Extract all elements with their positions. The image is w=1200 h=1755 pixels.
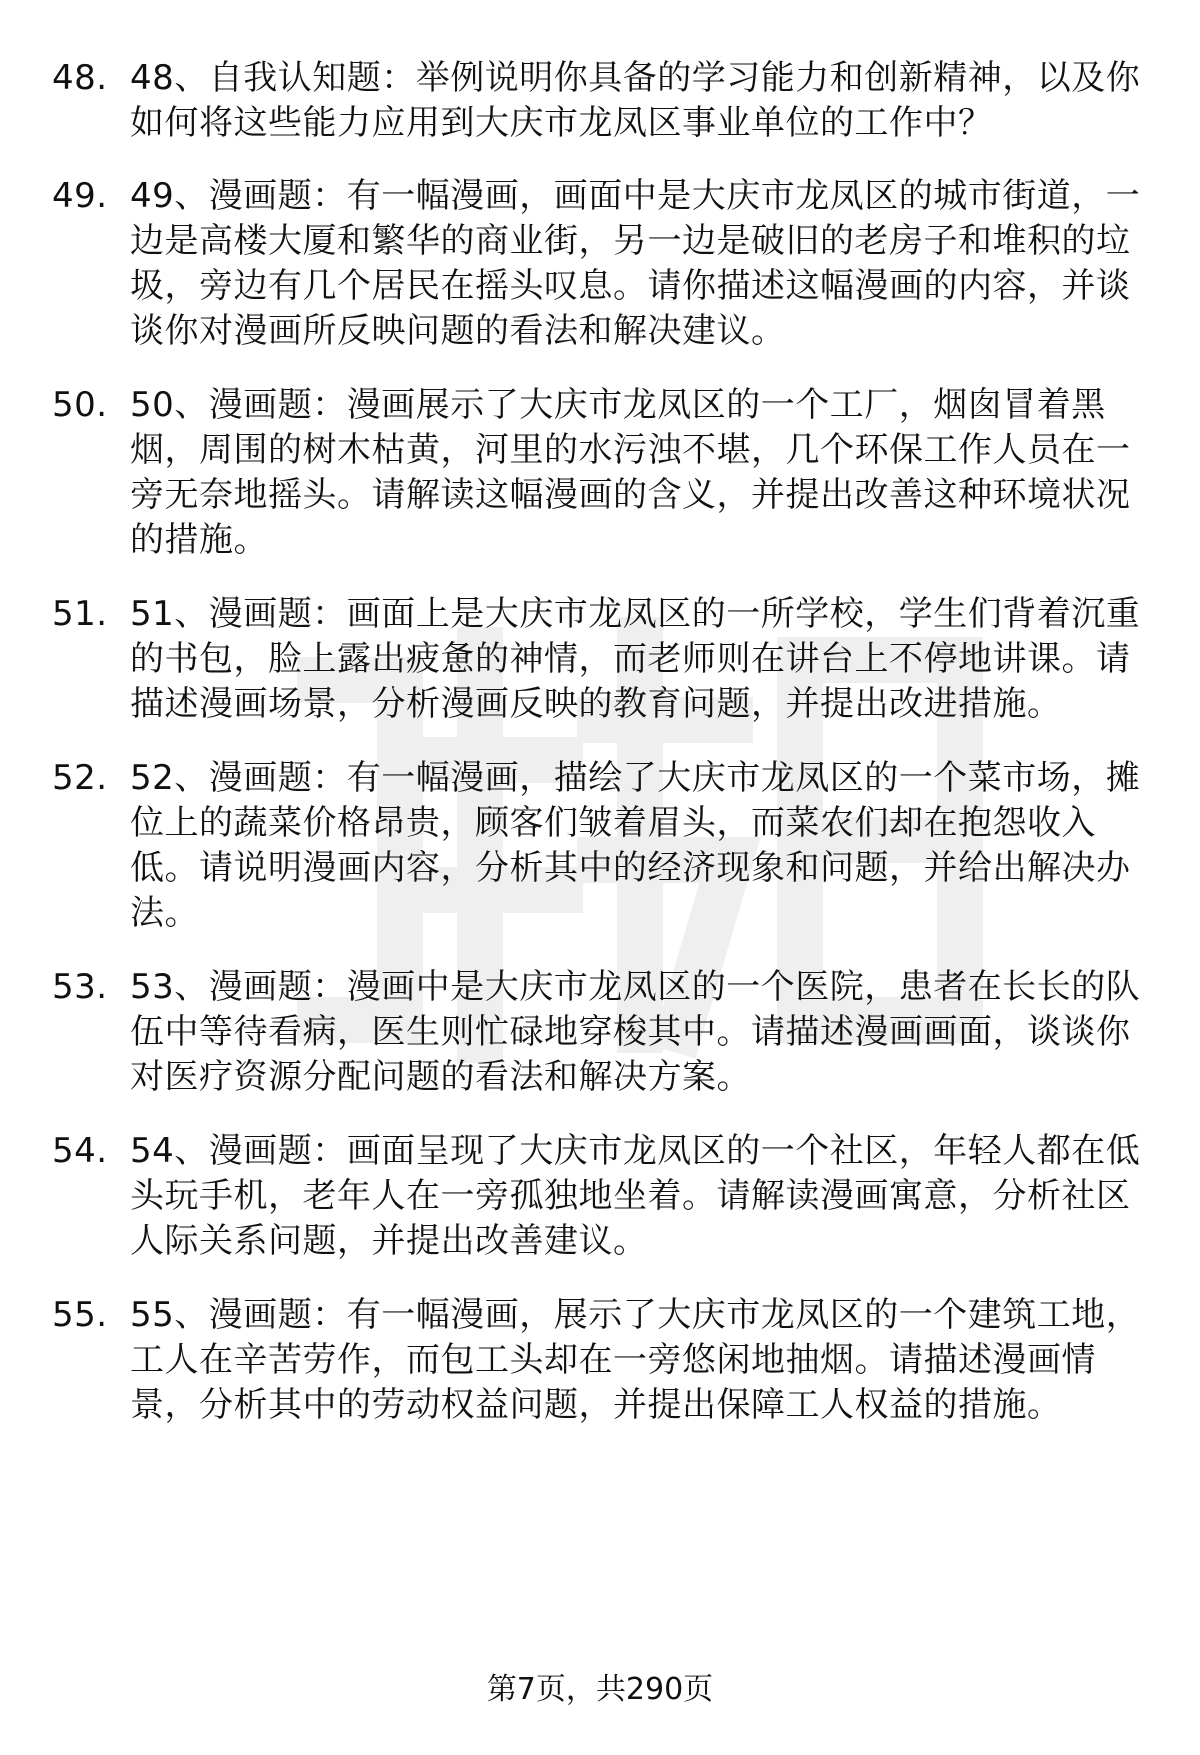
question-number: 49. [52,176,108,216]
question-text: 50、漫画题：漫画展示了大庆市龙凤区的一个工厂，烟囱冒着黑烟，周围的树木枯黄，河里的水污浊不堪，几个环保工作人员在一旁无奈地摇头。请解读这幅漫画的含义，并提出改善这种环境状况的措施。 [130,385,1131,560]
question-item-48 [52,56,1162,146]
question-item-49 [52,174,1162,354]
question-number: 52. [52,758,108,798]
question-item-55 [52,1293,1162,1428]
question-text: 51、漫画题：画面上是大庆市龙凤区的一所学校，学生们背着沉重的书包，脸上露出疲惫的神情，而老师则在讲台上不停地讲课。请描述漫画场景，分析漫画反映的教育问题，并提出改进措施。 [130,594,1141,724]
question-item-51 [52,592,1162,727]
question-number: 50. [52,385,108,425]
question-text: 49、漫画题：有一幅漫画，画面中是大庆市龙凤区的城市街道，一边是高楼大厦和繁华的商业街，另一边是破旧的老房子和堆积的垃圾，旁边有几个居民在摇头叹息。请你描述这幅漫画的内容，并谈谈你对漫画所反映问题的看法和解决建议。 [130,176,1141,351]
question-number: 53. [52,967,108,1007]
question-number: 51. [52,594,108,634]
question-text: 52、漫画题：有一幅漫画，描绘了大庆市龙凤区的一个菜市场，摊位上的蔬菜价格昂贵，顾客们皱着眉头，而菜农们却在抱怨收入低。请说明漫画内容，分析其中的经济现象和问题，并给出解决办法。 [130,758,1141,933]
question-list [52,56,1162,1428]
question-text: 55、漫画题：有一幅漫画，展示了大庆市龙凤区的一个建筑工地，工人在辛苦劳作，而包工头却在一旁悠闲地抽烟。请描述漫画情景，分析其中的劳动权益问题，并提出保障工人权益的措施。 [130,1295,1141,1425]
question-text: 53、漫画题：漫画中是大庆市龙凤区的一个医院，患者在长长的队伍中等待看病，医生则忙碌地穿梭其中。请描述漫画画面，谈谈你对医疗资源分配问题的看法和解决方案。 [130,967,1141,1097]
question-text: 54、漫画题：画面呈现了大庆市龙凤区的一个社区，年轻人都在低头玩手机，老年人在一旁孤独地坐着。请解读漫画寓意，分析社区人际关系问题，并提出改善建议。 [130,1131,1141,1261]
question-number: 48. [52,58,108,98]
question-text: 48、自我认知题：举例说明你具备的学习能力和创新精神，以及你如何将这些能力应用到大庆市龙凤区事业单位的工作中？ [130,58,1141,143]
question-item-52 [52,756,1162,936]
question-item-50 [52,383,1162,563]
question-number: 55. [52,1295,108,1335]
question-item-54 [52,1129,1162,1264]
page-footer: 第7页，共290页 [486,1672,714,1707]
question-item-53 [52,965,1162,1100]
question-number: 54. [52,1131,108,1171]
